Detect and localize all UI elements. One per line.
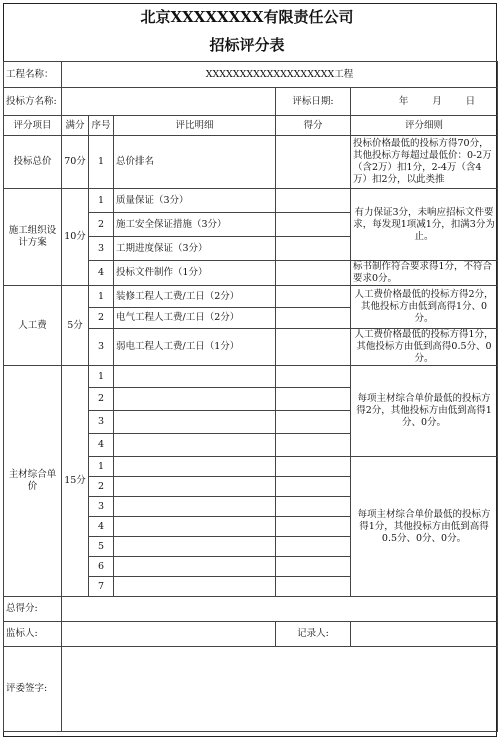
row-detail-field[interactable] — [114, 434, 276, 457]
score-cell[interactable] — [276, 136, 351, 189]
supervisor-label: 监标人: — [4, 622, 62, 647]
score-cell[interactable] — [276, 517, 351, 537]
score-cell[interactable] — [276, 237, 351, 261]
project-name-field[interactable]: XXXXXXXXXXXXXXXXXXX工程 — [62, 62, 498, 88]
row-no: 4 — [89, 517, 114, 537]
labor-rule-a: 人工费价格最低的投标方得2分，其他投标方由低到高得1分、0分。 — [351, 286, 498, 329]
row-detail-field[interactable] — [114, 497, 276, 517]
org-design-rule-b: 标书制作符合要求得1分，不符合要求0分。 — [351, 261, 498, 286]
score-cell[interactable] — [276, 213, 351, 237]
recorder-field[interactable] — [351, 622, 498, 647]
recorder-label: 记录人: — [276, 622, 351, 647]
header-full: 满分 — [62, 116, 89, 136]
bidder-name-field[interactable] — [62, 88, 276, 116]
row-detail: 装修工程人工费/工日（2分） — [114, 286, 276, 308]
score-cell[interactable] — [276, 308, 351, 329]
row-detail: 投标文件制作（1分） — [114, 261, 276, 286]
date-month: 月 — [432, 95, 442, 107]
row-detail: 施工安全保证措施（3分） — [114, 213, 276, 237]
row-detail: 质量保证（3分） — [114, 189, 276, 213]
row-no: 4 — [89, 434, 114, 457]
row-detail-field[interactable] — [114, 557, 276, 577]
row-no: 4 — [89, 261, 114, 286]
date-field[interactable] — [351, 88, 498, 116]
score-cell[interactable] — [276, 477, 351, 497]
header-no: 序号 — [89, 116, 114, 136]
date-day: 日 — [465, 95, 476, 107]
row-detail: 总价排名 — [114, 136, 276, 189]
row-detail-field[interactable] — [114, 457, 276, 477]
header-score: 得分 — [276, 116, 351, 136]
row-detail-field[interactable] — [114, 517, 276, 537]
row-no: 5 — [89, 537, 114, 557]
score-cell[interactable] — [276, 577, 351, 597]
material-rule-b: 每项主材综合单价最低的投标方得1分，其他投标方由低到高得0.5分、0分、0分。 — [351, 457, 498, 597]
total-price-full: 70分 — [62, 136, 89, 189]
row-no: 1 — [89, 136, 114, 189]
row-detail-field[interactable] — [114, 537, 276, 557]
org-design-full: 10分 — [62, 189, 89, 286]
judges-label: 评委签字: — [4, 647, 62, 732]
row-no: 3 — [89, 329, 114, 366]
section-labor: 人工费 — [4, 286, 62, 366]
score-cell[interactable] — [276, 497, 351, 517]
org-design-rule-a: 有力保证3分，未响应招标文件要求，每发现1项减1分，扣满3分为止。 — [351, 189, 498, 261]
row-no: 3 — [89, 411, 114, 434]
score-table — [3, 61, 498, 732]
form-title: 招标评分表 — [209, 36, 285, 54]
score-cell[interactable] — [276, 411, 351, 434]
row-no: 1 — [89, 457, 114, 477]
row-detail: 电气工程人工费/工日（2分） — [114, 308, 276, 329]
material-rule-a: 每项主材综合单价最低的投标方得2分，其他投标方由低到高得1分、0分。 — [351, 366, 498, 457]
row-detail-field[interactable] — [114, 577, 276, 597]
score-cell[interactable] — [276, 388, 351, 411]
total-price-rule: 投标价格最低的投标方得70分，其他投标方每超过最低价：0-2万（含2万）扣1分，2-4万（含4万）扣2分，以此类推 — [351, 136, 498, 189]
row-no: 1 — [89, 189, 114, 213]
score-cell[interactable] — [276, 329, 351, 366]
row-detail-field[interactable] — [114, 366, 276, 388]
section-org-design: 施工组织设计方案 — [4, 189, 62, 286]
header-item: 评分项目 — [4, 116, 62, 136]
row-no: 2 — [89, 213, 114, 237]
section-total-price: 投标总价 — [4, 136, 62, 189]
row-no: 6 — [89, 557, 114, 577]
score-cell[interactable] — [276, 557, 351, 577]
judges-signature-field[interactable] — [62, 647, 498, 732]
row-no: 3 — [89, 237, 114, 261]
row-detail: 工期进度保证（3分） — [114, 237, 276, 261]
score-cell[interactable] — [276, 189, 351, 213]
score-cell[interactable] — [276, 366, 351, 388]
material-full: 15分 — [62, 366, 89, 597]
labor-rule-b: 人工费价格最低的投标方得1分，其他投标方由低到高得0.5分、0分。 — [351, 329, 498, 366]
score-cell[interactable] — [276, 286, 351, 308]
date-year: 年 — [398, 95, 409, 107]
score-cell[interactable] — [276, 537, 351, 557]
row-no: 2 — [89, 477, 114, 497]
section-material: 主材综合单价 — [4, 366, 62, 597]
total-score-field[interactable] — [62, 597, 498, 622]
header-detail: 评比明细 — [114, 116, 276, 136]
bidder-label: 投标方名称: — [4, 88, 62, 116]
company-title: 北京XXXXXXXX有限责任公司 — [140, 8, 354, 26]
row-no: 2 — [89, 308, 114, 329]
row-no: 2 — [89, 388, 114, 411]
row-no: 3 — [89, 497, 114, 517]
score-cell[interactable] — [276, 261, 351, 286]
project-label: 工程名称： — [4, 62, 62, 88]
row-detail: 弱电工程人工费/工日（1分） — [114, 329, 276, 366]
score-cell[interactable] — [276, 434, 351, 457]
row-detail-field[interactable] — [114, 477, 276, 497]
row-detail-field[interactable] — [114, 388, 276, 411]
score-cell[interactable] — [276, 457, 351, 477]
row-detail-field[interactable] — [114, 411, 276, 434]
row-no: 1 — [89, 366, 114, 388]
header-rule: 评分细则 — [351, 116, 498, 136]
labor-full: 5分 — [62, 286, 89, 366]
row-no: 1 — [89, 286, 114, 308]
supervisor-field[interactable] — [62, 622, 276, 647]
row-no: 7 — [89, 577, 114, 597]
total-score-label: 总得分: — [4, 597, 62, 622]
date-label: 评标日期: — [276, 88, 351, 116]
